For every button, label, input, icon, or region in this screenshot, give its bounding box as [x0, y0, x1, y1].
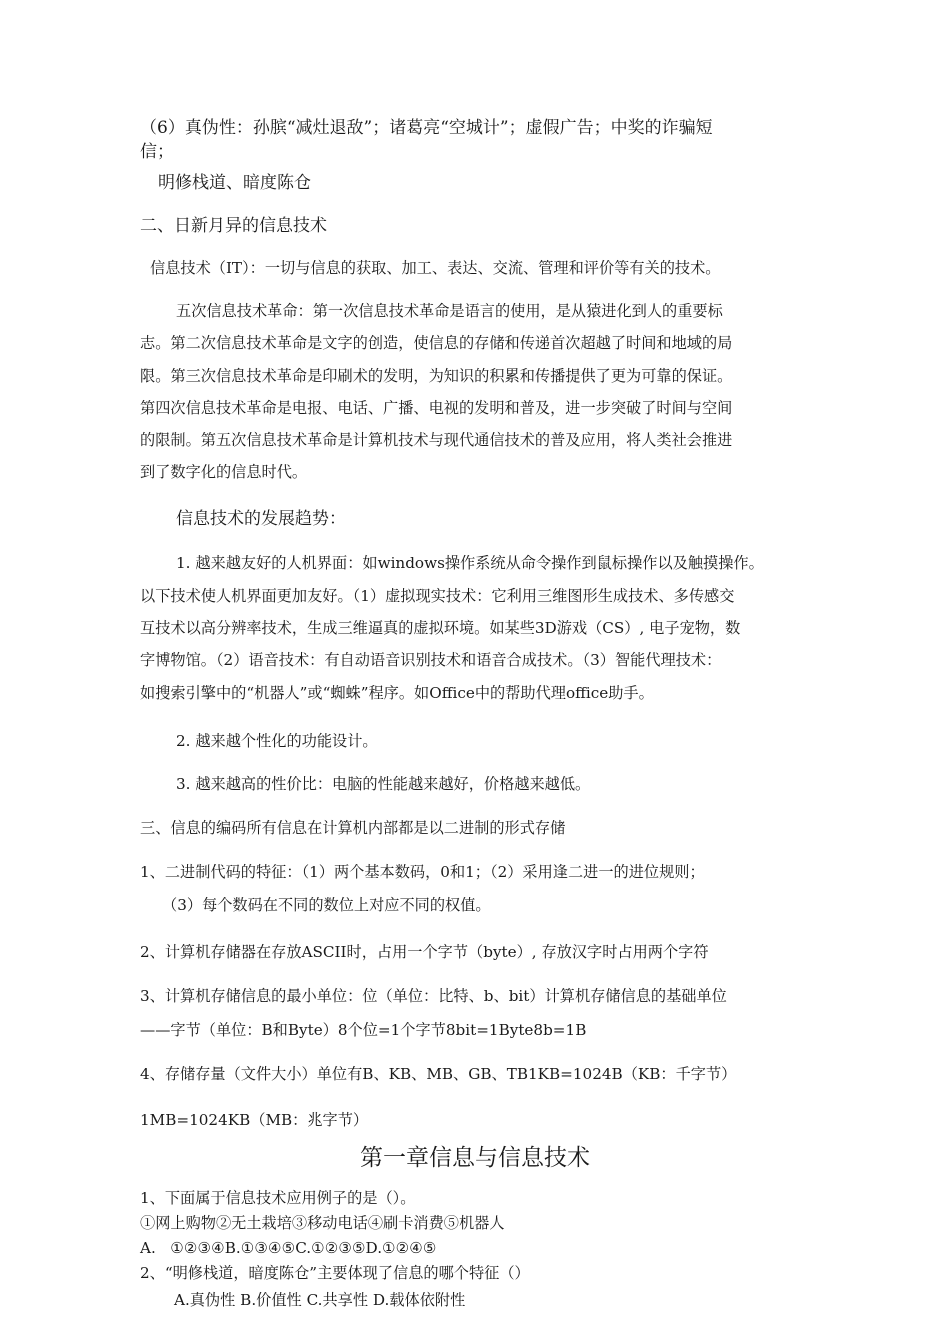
question-2-options: A.真伪性 B.价值性 C.共享性 D.载体依附性: [174, 1291, 466, 1309]
revolution-line: 限。第三次信息技术革命是印刷术的发明，为知识的积累和传播提供了更为可靠的保证。: [140, 367, 733, 385]
question-1: 1、下面属于信息技术应用例子的是（）。: [140, 1189, 416, 1207]
it-definition: 信息技术（IT）：一切与信息的获取、加工、表达、交流、管理和评价等有关的技术。: [150, 259, 721, 277]
trend1-line: 以下技术使人机界面更加友好。（1）虚拟现实技术：它利用三维图形生成技术、多传感交: [140, 587, 735, 605]
capacity-units-line2: 1MB=1024KB（MB：兆字节）: [140, 1111, 369, 1129]
revolution-line: 五次信息技术革命：第一次信息技术革命是语言的使用，是从猿进化到人的重要标: [176, 302, 723, 320]
storage-ascii-line: 2、计算机存储器在存放ASCII时，占用一个字节（byte）, 存放汉字时占用两个字符: [140, 943, 709, 961]
revolution-line: 第四次信息技术革命是电报、电话、广播、电视的发明和普及，进一步突破了时间与空间: [140, 399, 733, 417]
min-unit-line1: 3、计算机存储信息的最小单位：位（单位：比特、b、bit）计算机存储信息的基础单位: [140, 987, 727, 1005]
chapter-title: 第一章信息与信息技术: [360, 1145, 590, 1171]
capacity-units-line: 4、存储存量（文件大小）单位有B、KB、MB、GB、TB1KB=1024B（KB：千字节）: [140, 1065, 737, 1083]
binary-feature-line1: 1、二进制代码的特征：（1）两个基本数码，0和1；（2）采用逢二进一的进位规则；: [140, 863, 705, 881]
trend1-line: 如搜索引擎中的“机器人”或“蜘蛛”程序。如Office中的帮助代理office助手。: [140, 684, 654, 702]
example-idiom: 明修栈道、暗度陈仓: [158, 173, 311, 193]
revolution-line: 志。第二次信息技术革命是文字的创造，使信息的存储和传递首次超越了时间和地域的局: [140, 334, 733, 352]
trend1-line: 1. 越来越友好的人机界面：如windows操作系统从命令操作到鼠标操作以及触摸操作。: [176, 554, 764, 572]
trend1-line: 字博物馆。（2）语音技术：有自动语音识别技术和语音合成技术。（3）智能代理技术：: [140, 651, 722, 669]
section-two-heading: 二、日新月异的信息技术: [140, 216, 327, 236]
question-2: 2、“明修栈道，暗度陈仓”主要体现了信息的哪个特征（）: [140, 1264, 530, 1282]
section-three-heading: 三、信息的编码所有信息在计算机内部都是以二进制的形式存储: [140, 819, 566, 837]
trend3-line: 3. 越来越高的性价比：电脑的性能越来越好，价格越来越低。: [176, 775, 591, 793]
revolution-line: 的限制。第五次信息技术革命是计算机技术与现代通信技术的普及应用，将人类社会推进: [140, 431, 733, 449]
paragraph-authenticity-line2: 信；: [140, 142, 174, 162]
min-unit-line2: ——字节（单位：B和Byte）8个位=1个字节8bit=1Byte8b=1B: [140, 1021, 587, 1039]
trend2-line: 2. 越来越个性化的功能设计。: [176, 732, 378, 750]
binary-feature-line2: （3）每个数码在不同的数位上对应不同的权值。: [162, 896, 491, 914]
paragraph-authenticity-line1: （6）真伪性：孙膑“减灶退敌”；诸葛亮“空城计”；虚假广告；中奖的诈骗短: [140, 118, 713, 138]
trend-heading: 信息技术的发展趋势：: [176, 509, 346, 529]
revolution-line: 到了数字化的信息时代。: [140, 463, 308, 481]
question-1-options: A. ①②③④B.①③④⑤C.①②③⑤D.①②④⑤: [140, 1239, 437, 1257]
trend1-line: 互技术以高分辨率技术，生成三维逼真的虚拟环境。如某些3D游戏（CS）, 电子宠物，数: [140, 619, 741, 637]
question-1-items: ①网上购物②无土栽培③移动电话④刷卡消费⑤机器人: [140, 1214, 505, 1232]
